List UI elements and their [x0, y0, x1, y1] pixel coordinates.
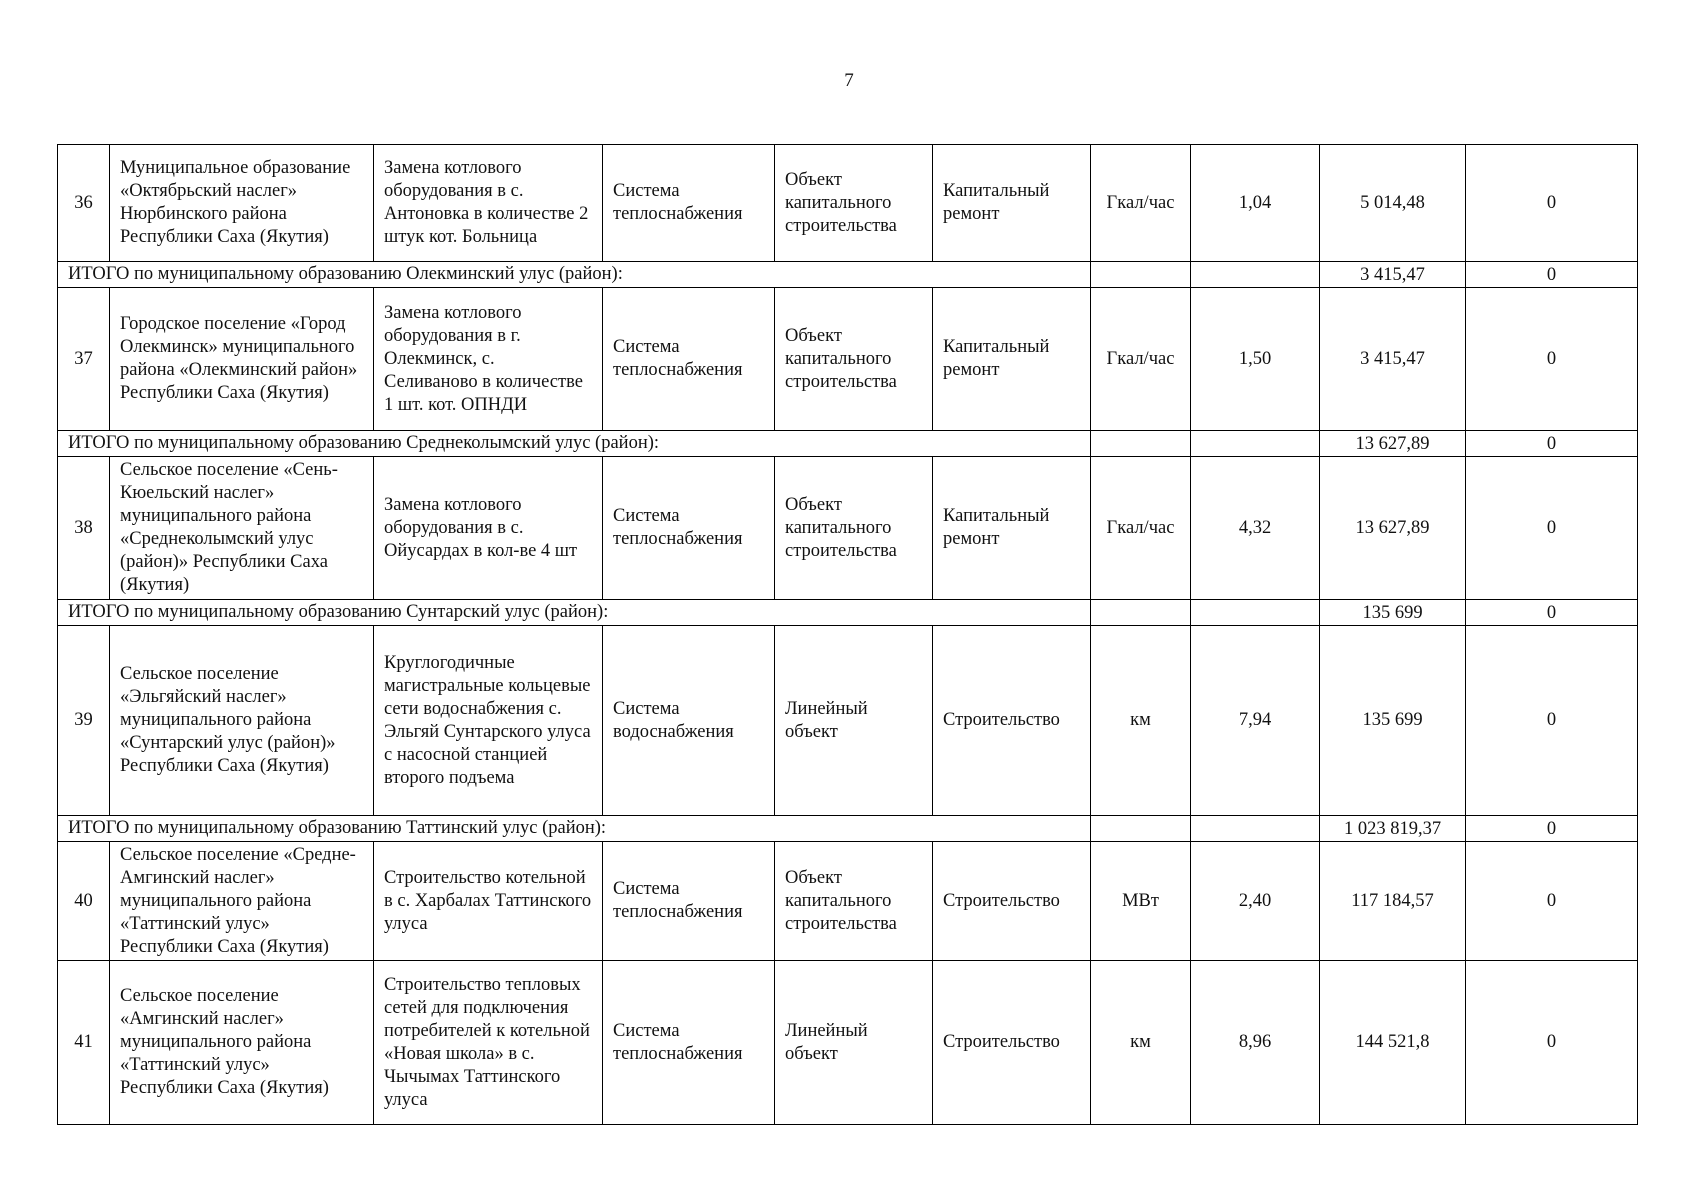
capacity-cell: 1,50 [1191, 288, 1320, 431]
object-type-cell: Объект капитального строительства [775, 145, 933, 262]
unit-cell: км [1091, 626, 1191, 816]
municipality-cell: Сельское поселение «Сень-Кюельский наслег» муниципального района «Среднеколымский улус (район)» Республики Саха (Якутия) [110, 457, 374, 600]
system-cell: Система теплоснабжения [603, 145, 775, 262]
row-number: 41 [58, 961, 110, 1125]
total-label: ИТОГО по муниципальному образованию Олекминский улус (район): [58, 262, 1091, 288]
total-row [58, 816, 1638, 842]
work-type-cell: Строительство [933, 961, 1091, 1125]
row-number: 36 [58, 145, 110, 262]
other-cell: 0 [1466, 288, 1638, 431]
total-empty-cell [1091, 600, 1191, 626]
project-cell: Строительство котельной в с. Харбалах Таттинского улуса [374, 842, 603, 961]
municipality-cell: Сельское поселение «Амгинский наслег» муниципального района «Таттинский улус» Республики Саха (Якутия) [110, 961, 374, 1125]
total-empty-cell [1191, 431, 1320, 457]
row-number: 38 [58, 457, 110, 600]
municipality-cell: Городское поселение «Город Олекминск» муниципального района «Олекминский район» Республики Саха (Якутия) [110, 288, 374, 431]
project-cell: Круглогодичные магистральные кольцевые сети водоснабжения с. Эльгяй Сунтарского улуса с насосной станцией второго подъема [374, 626, 603, 816]
table-row [58, 842, 1638, 961]
cost-cell: 13 627,89 [1320, 457, 1466, 600]
total-cost: 135 699 [1320, 600, 1466, 626]
unit-cell: Гкал/час [1091, 457, 1191, 600]
system-cell: Система теплоснабжения [603, 457, 775, 600]
capacity-cell: 2,40 [1191, 842, 1320, 961]
capacity-cell: 7,94 [1191, 626, 1320, 816]
table-row [58, 626, 1638, 816]
table-row [58, 145, 1638, 262]
total-label: ИТОГО по муниципальному образованию Сунтарский улус (район): [58, 600, 1091, 626]
work-type-cell: Строительство [933, 626, 1091, 816]
municipality-cell: Сельское поселение «Средне-Амгинский наслег» муниципального района «Таттинский улус» Республики Саха (Якутия) [110, 842, 374, 961]
total-empty-cell [1191, 262, 1320, 288]
cost-cell: 3 415,47 [1320, 288, 1466, 431]
project-cell: Замена котлового оборудования в с. Антоновка в количестве 2 штук кот. Больница [374, 145, 603, 262]
row-number: 39 [58, 626, 110, 816]
table-row [58, 961, 1638, 1125]
municipality-cell: Сельское поселение «Эльгяйский наслег» муниципального района «Сунтарский улус (район)» Республики Саха (Якутия) [110, 626, 374, 816]
row-number: 40 [58, 842, 110, 961]
total-cost: 13 627,89 [1320, 431, 1466, 457]
unit-cell: км [1091, 961, 1191, 1125]
project-cell: Замена котлового оборудования в с. Ойусардах в кол-ве 4 шт [374, 457, 603, 600]
cost-cell: 5 014,48 [1320, 145, 1466, 262]
capacity-cell: 4,32 [1191, 457, 1320, 600]
capacity-cell: 1,04 [1191, 145, 1320, 262]
project-cell: Замена котлового оборудования в г. Олекминск, с. Селиваново в количестве 1 шт. кот. ОПНДИ [374, 288, 603, 431]
other-cell: 0 [1466, 961, 1638, 1125]
cost-cell: 144 521,8 [1320, 961, 1466, 1125]
total-label: ИТОГО по муниципальному образованию Таттинский улус (район): [58, 816, 1091, 842]
total-empty-cell [1191, 816, 1320, 842]
total-empty-cell [1091, 262, 1191, 288]
total-other: 0 [1466, 816, 1638, 842]
object-type-cell: Объект капитального строительства [775, 288, 933, 431]
total-empty-cell [1091, 816, 1191, 842]
system-cell: Система теплоснабжения [603, 288, 775, 431]
row-number: 37 [58, 288, 110, 431]
work-type-cell: Капитальный ремонт [933, 288, 1091, 431]
unit-cell: Гкал/час [1091, 288, 1191, 431]
other-cell: 0 [1466, 145, 1638, 262]
capacity-cell: 8,96 [1191, 961, 1320, 1125]
total-other: 0 [1466, 600, 1638, 626]
unit-cell: МВт [1091, 842, 1191, 961]
total-empty-cell [1091, 431, 1191, 457]
system-cell: Система теплоснабжения [603, 961, 775, 1125]
total-label: ИТОГО по муниципальному образованию Среднеколымский улус (район): [58, 431, 1091, 457]
other-cell: 0 [1466, 457, 1638, 600]
table-row [58, 457, 1638, 600]
system-cell: Система водоснабжения [603, 626, 775, 816]
total-row [58, 431, 1638, 457]
unit-cell: Гкал/час [1091, 145, 1191, 262]
work-type-cell: Капитальный ремонт [933, 457, 1091, 600]
other-cell: 0 [1466, 626, 1638, 816]
table-row [58, 288, 1638, 431]
object-type-cell: Линейный объект [775, 626, 933, 816]
work-type-cell: Капитальный ремонт [933, 145, 1091, 262]
total-other: 0 [1466, 262, 1638, 288]
program-table [57, 144, 1638, 1125]
project-cell: Строительство тепловых сетей для подключения потребителей к котельной «Новая школа» в с. Чычымах Таттинского улуса [374, 961, 603, 1125]
object-type-cell: Объект капитального строительства [775, 457, 933, 600]
total-cost: 3 415,47 [1320, 262, 1466, 288]
total-cost: 1 023 819,37 [1320, 816, 1466, 842]
total-row [58, 262, 1638, 288]
system-cell: Система теплоснабжения [603, 842, 775, 961]
total-empty-cell [1191, 600, 1320, 626]
total-other: 0 [1466, 431, 1638, 457]
work-type-cell: Строительство [933, 842, 1091, 961]
total-row [58, 600, 1638, 626]
other-cell: 0 [1466, 842, 1638, 961]
cost-cell: 117 184,57 [1320, 842, 1466, 961]
municipality-cell: Муниципальное образование «Октябрьский наслег» Нюрбинского района Республики Саха (Якутия) [110, 145, 374, 262]
object-type-cell: Объект капитального строительства [775, 842, 933, 961]
page-number: 7 [844, 70, 854, 91]
cost-cell: 135 699 [1320, 626, 1466, 816]
object-type-cell: Линейный объект [775, 961, 933, 1125]
